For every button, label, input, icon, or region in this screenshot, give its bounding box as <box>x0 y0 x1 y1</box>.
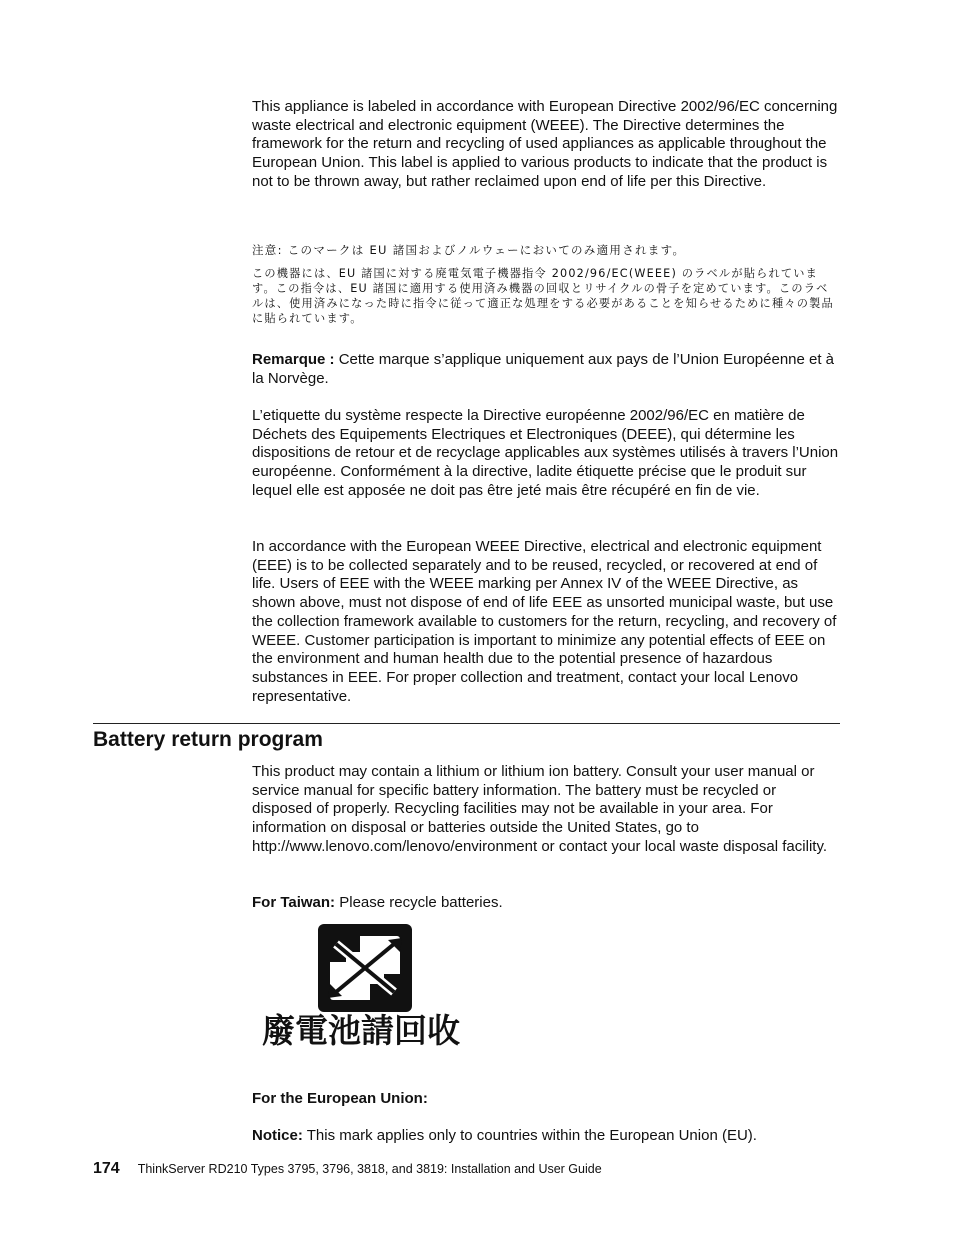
eee-block <box>252 538 840 706</box>
taiwan-text: Please recycle batteries. <box>335 894 503 911</box>
japanese-note-line: 注意: このマークは EU 諸国およびノルウェーにおいてのみ適用されます。 <box>252 243 686 257</box>
recycle-arrows-icon <box>260 922 480 1052</box>
taiwan-paragraph <box>252 894 840 913</box>
notice-text: This mark applies only to countries within the European Union (EU). <box>302 1127 757 1144</box>
taiwan-block <box>252 894 840 913</box>
remarque-paragraph <box>252 351 840 388</box>
notice-paragraph <box>252 1127 840 1146</box>
page-footer <box>93 1160 602 1178</box>
japanese-body-paragraph: この機器には、EU 諸国に対する廃電気電子機器指令 2002/96/EC(WEEE) のラベルが貼られています。この指令は、EU 諸国に適用する使用済み機器の回収とリサイクルの骨子を定めています。このラベルは、使用済みになった時に指令に従って適正な処理をする必要があることを知らせるために種々の製品に貼られています。 <box>252 267 834 325</box>
weee-intro-paragraph: This appliance is labeled in accordance with European Directive 2002/96/EC concerning waste electrical and electronic equipment (WEEE). The Directive determines the framework for the return and recycling of used appliances as applicable throughout the European Union. This label is applied to various products to indicate that the product is not to be thrown away, but rather reclaimed upon end of life per this Directive. <box>252 98 838 190</box>
taiwan-label: For Taiwan: <box>252 894 336 911</box>
battery-paragraph: This product may contain a lithium or lithium ion battery. Consult your user manual or service manual for specific battery information. The battery must be recycled or disposed of properly. Recycling facilities may not be available in your area. For information on disposal or batteries outside the United States, go to http://www.lenovo.com/lenovo/environment or contact your local waste disposal facility. <box>252 763 827 855</box>
french-paragraph: L’etiquette du système respecte la Directive européenne 2002/96/EC en matière de Déchets des Equipements Electriques et Electroniques (DEEE), qui détermine les dispositions de retour et de recyclage applicables aux systèmes utilisés à travers l’Union européenne. Conformément à la directive, ladite étiquette précise que le produit sur lequel elle est apposée ne doit pas être jeté mais être récupéré en fin de vie. <box>252 407 839 499</box>
battery-heading: Battery return program <box>93 728 323 751</box>
notice-label: Notice: <box>252 1127 303 1144</box>
remarque-label: Remarque : <box>252 351 335 368</box>
eu-label: For the European Union: <box>252 1090 428 1107</box>
section-divider <box>93 723 840 724</box>
remarque-block <box>252 351 840 388</box>
logo-caption: 廢電池請回收 <box>262 1011 460 1050</box>
notice-block <box>252 1127 840 1146</box>
eu-heading <box>252 1090 840 1109</box>
taiwan-recycle-logo <box>260 922 480 1057</box>
eu-block <box>252 1090 840 1109</box>
remarque-text: Cette marque s’applique uniquement aux pays de l’Union Européenne et à la Norvège. <box>252 351 835 387</box>
eee-paragraph: In accordance with the European WEEE Directive, electrical and electronic equipment (EEE) is to be collected separately and to be reused, recycled, or recovered at end of life. Users of EEE with the WEEE marking per Annex IV of the WEEE Directive, as shown above, must not dispose of end of life EEE as unsorted municipal waste, but use the collection framework available to customers for the return, recycling, and recovery of WEEE. Customer participation is important to minimize any potential effects of EEE on the environment and human health due to the potential presence of hazardous substances in EEE. For proper collection and treatment, contact your local Lenovo representative. <box>252 538 837 705</box>
japanese-notice <box>252 242 840 326</box>
page-number: 174 <box>93 1160 120 1177</box>
footer-title: ThinkServer RD210 Types 3795, 3796, 3818, and 3819: Installation and User Guide <box>137 1162 602 1176</box>
french-block <box>252 407 840 501</box>
weee-section <box>252 98 840 192</box>
battery-section <box>252 763 840 857</box>
